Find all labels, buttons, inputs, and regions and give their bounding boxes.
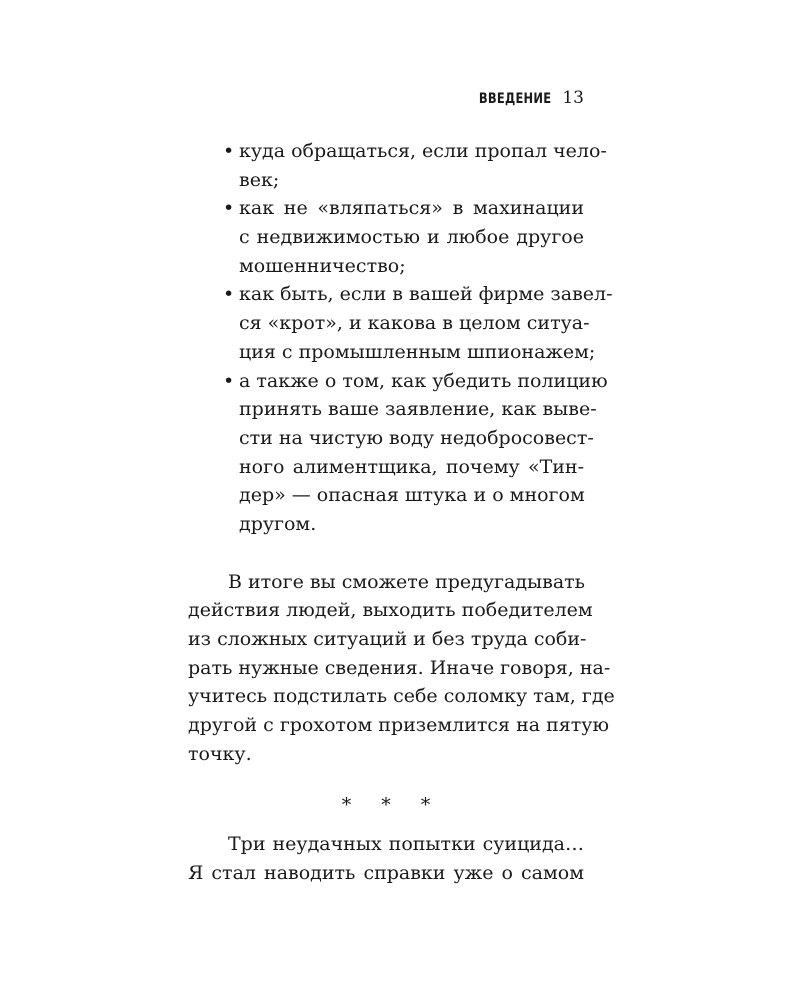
text-line: как не «вляпаться» в махинации <box>239 197 584 220</box>
text-line: ного алиментщика, почему «Тин- <box>239 455 584 478</box>
bullet-mark: • <box>223 140 235 162</box>
text-line: век; <box>239 168 280 191</box>
text-line: В итоге вы сможете предугадывать <box>228 570 586 593</box>
text-line: Я стал наводить справки уже о самом <box>188 861 584 884</box>
text-line: действия людей, выходить победителем <box>188 599 593 622</box>
text-line: другом. <box>239 512 317 535</box>
text-line: другой с грохотом приземлится на пятую <box>188 714 609 737</box>
bullet-mark: • <box>223 283 235 306</box>
text-line: как быть, если в вашей фирме завел- <box>239 283 613 306</box>
text-line: сти на чистую воду недобросовест- <box>239 426 594 449</box>
paragraph <box>188 568 615 769</box>
text-line: Три неудачных попытки суицида… <box>228 833 584 856</box>
bullet-list <box>188 137 613 539</box>
text-line: учитесь подстилать себе соломку там, где <box>188 685 615 708</box>
bullet-mark: • <box>223 197 235 220</box>
page-body <box>188 137 615 888</box>
text-line: рать нужные сведения. Иначе говоря, на- <box>188 656 611 679</box>
text-line: куда обращаться, если пропал чело- <box>239 140 607 162</box>
text-line: мошенничество; <box>239 254 406 277</box>
text-line: ся «крот», и какова в целом ситуа- <box>239 312 590 335</box>
list-item <box>185 137 607 194</box>
section-title: ВВЕДЕНИЕ <box>478 91 551 107</box>
running-head <box>188 86 584 111</box>
text-line: а также о том, как убедить полицию <box>239 369 608 392</box>
text-line: из сложных ситуаций и без труда соби- <box>188 628 587 650</box>
section-separator: * * * <box>341 794 443 817</box>
text-line: с недвижимостью и любое другое <box>239 226 584 249</box>
list-item <box>185 367 608 539</box>
text-line: точку. <box>188 742 252 765</box>
page-number: 13 <box>562 88 584 108</box>
text-line: дер» — опасная штука и о многом <box>239 484 585 507</box>
list-item <box>185 280 613 366</box>
paragraph <box>188 830 584 887</box>
text-line: принять ваше заявление, как выве- <box>239 398 597 421</box>
list-item <box>185 194 584 280</box>
text-line: ция с промышленным шпионажем; <box>239 340 596 363</box>
bullet-mark: • <box>223 369 235 392</box>
